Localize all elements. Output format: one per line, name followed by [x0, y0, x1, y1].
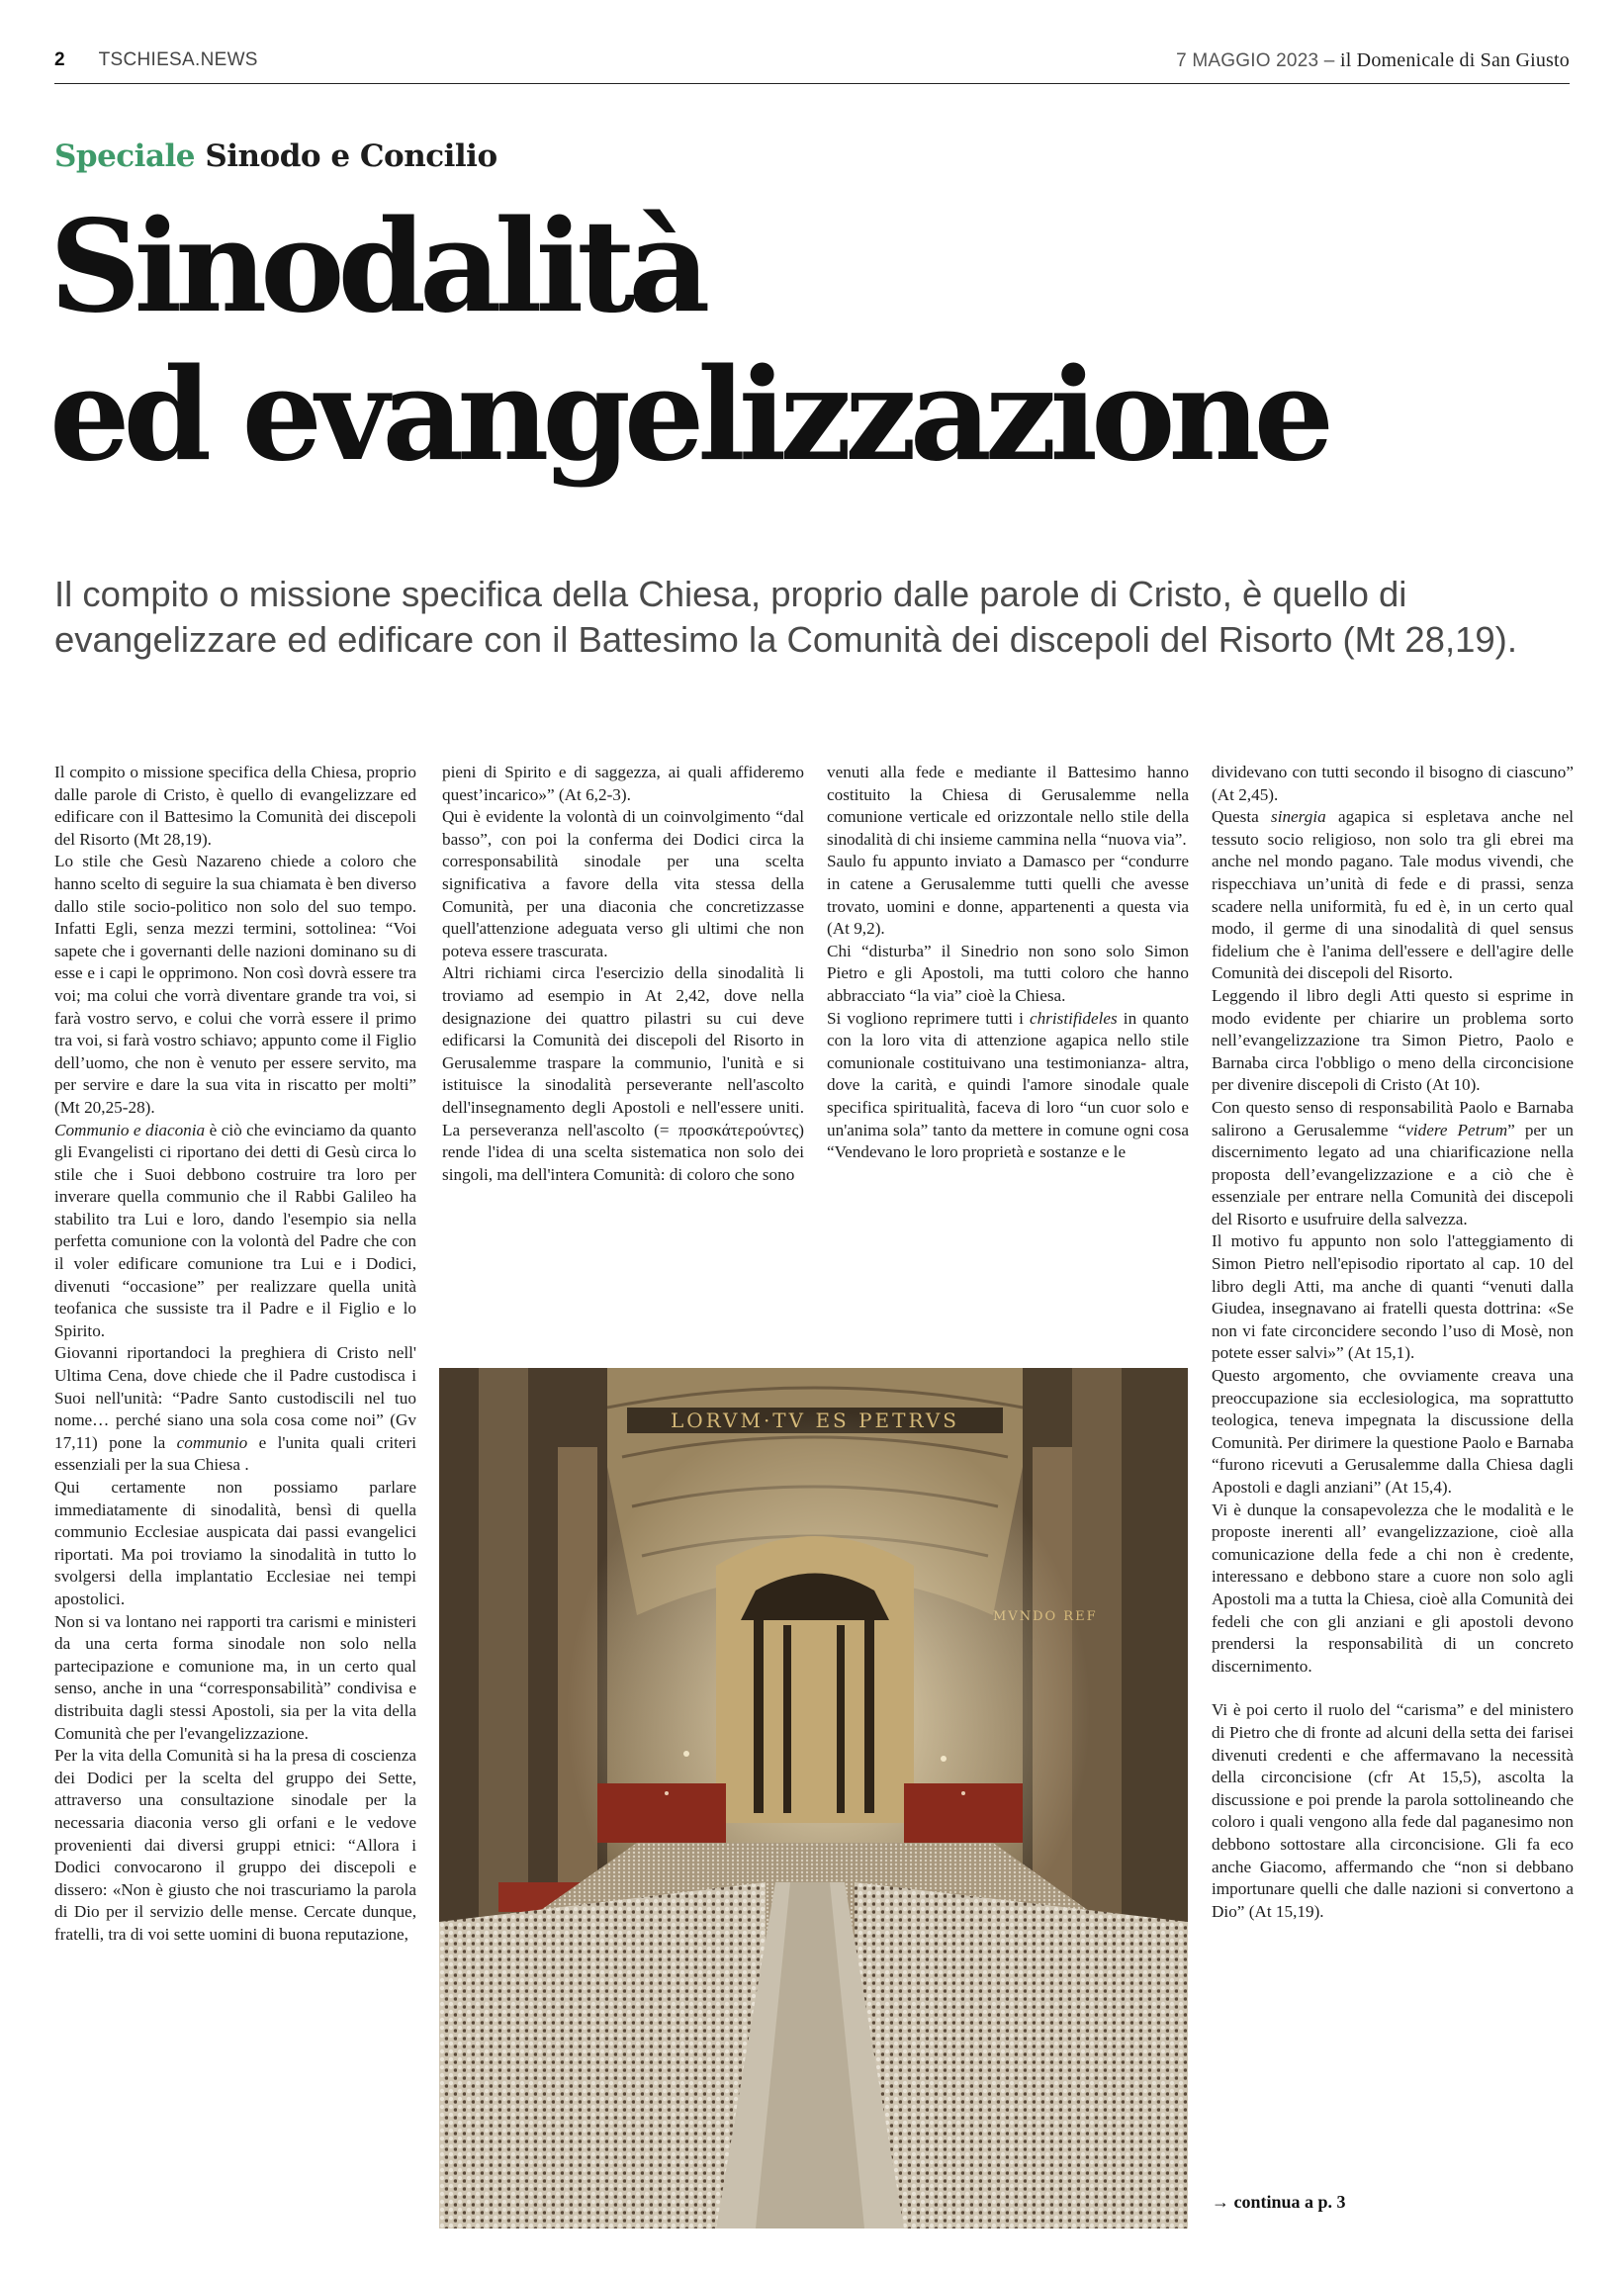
italic-term: videre Petrum [1405, 1120, 1508, 1139]
continue-link[interactable]: → continua a p. 3 [1212, 2192, 1346, 2212]
basilica-illustration [439, 1368, 1188, 2228]
paragraph: Altri richiami circa l'esercizio della sinodalità li troviamo ad esempio in At 2,42, dove nella designazione dei quattro pilastri su cui deve edificarsi la Comunità dei discepoli del Risorto in Gerusalemme traspare la communio, l'unità e si istituisce la sinodalità perseverante nell'ascolto dell'insegnamento degli Apostoli e nell'essere uniti. La perseveranza nell'ascolto (= προσκάτερούντες) rende l'idea di una scelta sistematica non solo dei singoli, ma dell'intera Comunità: di coloro che sono [442, 963, 804, 1184]
paragraph: Il compito o missione specifica della Chiesa, proprio dalle parole di Cristo, è quello di evangelizzare ed edificare con il Battesimo la Comunità dei discepoli del Risorto (Mt 28,19). [54, 763, 416, 849]
paragraph: Per la vita della Comunità si ha la presa di coscienza dei Dodici per la scelta del gruppo dei Sette, attraverso una consultazione sinodale per la necessaria diaconia verso gli orfani e le vedove provenienti dai diversi gruppi etnici: “Allora i Dodici convocarono il gruppo dei discepoli e dissero: «Non è giusto che noi trascuriamo la parola di Dio per il servizio delle mense. Cercate dunque, fratelli, tra di voi sette uomini di buona reputazione, [54, 1746, 416, 1944]
paragraph: Saulo fu appunto inviato a Damasco per “condurre in catene a Gerusalemme tutti quelli che avesse trovato, uomini e donne, appartenenti a questa via (At 9,2). [827, 852, 1189, 939]
article-column-2 [442, 762, 804, 1186]
paragraph: Communio e diaconia è ciò che evinciamo da quanto gli Evangelisti ci riportano dei detti di Gesù circa lo stile che i Suoi debbono costruire tra loro per inverare quella communio che il Rabbi Galileo ha stabilito tra Lui e loro, dando l'esempio sia nella perfetta comunione con la volontà del Padre che con il voler edificare comunione tra Lui e i Dodici, divenuti “occasione” per realizzare quella unità teofanica che sussiste tra il Padre e il Figlio e lo Spirito. [54, 1120, 416, 1340]
paragraph: Si vogliono reprimere tutti i christifideles in quanto con la loro vita di attenzione agapica nello stile comunionale costituivano una testimonianza- altra, dove la carità, e quindi l'amore sinodale quale specifica spiritualità, faceva di loro “un cuor solo e un'anima sola” tanto da mettere in comune ogni cosa “Vendevano le loro proprietà e sostanze e le [827, 1008, 1189, 1162]
basilica-council-photo [439, 1368, 1188, 2228]
paragraph: Il motivo fu appunto non solo l'atteggiamento di Simon Pietro nell'episodio riportato al cap. 10 del libro degli Atti, ma anche di quanti “venuti dalla Giudea, insegnavano ai fratelli questa dottrina: «Se non vi fate circoncidere secondo l’uso di Mosè, non potete esser salvi»” (At 15,1). [1212, 1231, 1574, 1363]
italic-term: christifideles [1029, 1008, 1118, 1028]
paragraph: venuti alla fede e mediante il Battesimo hanno costituito la Chiesa di Gerusalemme nella comunione verticale ed orizzontale nello stile della sinodalità di chi insieme cammina nella “nuova via”. [827, 763, 1189, 849]
italic-term: communio [176, 1432, 248, 1452]
article-column-4 [1212, 762, 1574, 1923]
article-headline [49, 193, 1327, 490]
paragraph: pieni di Spirito e di saggezza, ai quali affideremo quest’incarico»” (At 6,2-3). [442, 763, 804, 804]
paragraph: Con questo senso di responsabilità Paolo e Barnaba salirono a Gerusalemme “videre Petrum” per un discernimento legato ad una chiarificazione nella proposta dell’evangelizzazione e a ciò che è essenziale per entrare nella Comunità dei discepoli del Risorto e usufruire della salvezza. [1212, 1097, 1575, 1228]
page-header [54, 49, 1570, 84]
headline-line-1: Sinodalità [49, 193, 704, 341]
paragraph: Non si va lontano nei rapporti tra carismi e ministeri da una certa forma sinodale non solo nella partecipazione e comunione ma, in un certo qual senso, anche in una “corresponsabilità” condivisa e distribuita dagli stessi Apostoli, sia per la vita della Comunità che per l'evangelizzazione. [54, 1611, 416, 1743]
paragraph: Lo stile che Gesù Nazareno chiede a coloro che hanno scelto di seguire la sua chiamata è ben diverso dallo stile socio-politico non solo del suo tempo. Infatti Egli, senza mezzi termini, sottolinea: “Voi sapete che i governanti delle nazioni dominano su di esse e i capi le opprimono. Non così dovrà essere tra voi; ma colui che vorrà diventare grande tra voi, si farà vostro servo, e colui che vorrà essere il primo tra voi, si farà vostro schiavo; appunto come il Figlio dell’uomo, che non è venuto per essere servito, ma per servire e dare la sua vita in riscatto per molti” (Mt 20,25-28). [54, 852, 416, 1117]
headline-line-2: ed evangelizzazione [49, 341, 1327, 490]
paragraph: Giovanni riportandoci la preghiera di Cristo nell' Ultima Cena, dove chiede che il Padre custodisca i Suoi nell'unità: “Padre Santo custodiscili nel tuo nome… perché siano una sola cosa come noi” (Gv 17,11) pone la communio e l'unita quali criteri essenziali per la sua Chiesa . [54, 1343, 417, 1475]
article-column-3 [827, 762, 1189, 1164]
kicker-label: Speciale [54, 138, 196, 174]
site-name[interactable]: TSCHIESA.NEWS [98, 49, 258, 70]
issue-date: 7 MAGGIO 2023 – [1176, 50, 1335, 71]
paragraph-spacer [1212, 1678, 1574, 1699]
paragraph: Questa sinergia agapica si espletava anche nel tessuto socio religioso, non solo tra gli ebrei ma anche nel mondo pagano. Tale modus vivendi, che rispecchiava un’unità di fede e di prassi, senza scadere nella uniformità, fu ed è, in un certo qual modo, il germe di una sinodalità di quel sensus fidelium che è l'anima dell'essere e dell'agire delle Comunità dei discepoli del Risorto. [1212, 807, 1574, 983]
paragraph: Qui è evidente la volontà di un coinvolgimento “dal basso”, con poi la conferma dei Dodici circa la corresponsabilità sinodale per una scelta significativa a favore della vita stessa della Comunità, per una diaconia che concretizzasse quell'attenzione adeguata verso gli ultimi che non poteva essere trascurata. [442, 807, 804, 960]
page-number: 2 [54, 49, 65, 70]
issue-info [1176, 49, 1570, 72]
paragraph: Chi “disturba” il Sinedrio non sono solo Simon Pietro e gli Apostoli, ma tutti coloro che hanno abbracciato “la via” cioè la Chiesa. [827, 941, 1189, 1005]
paragraph: Vi è poi certo il ruolo del “carisma” e del ministero di Pietro che di fronte ad alcuni della setta dei farisei divenuti credenti e che affermavano la necessità della circoncisione (cfr At 15,5), ascolta la discussione e poi prende la parola sottolineando che coloro i quali vengono alla fede dal paganesimo non debbono sottostare alla circoncisione. Gli fa eco anche Giacomo, affermando che “non si debbano importunare quelli che dalle nazioni si convertono a Dio” (At 15,19). [1212, 1700, 1574, 1921]
paragraph: dividevano con tutti secondo il bisogno di ciascuno” (At 2,45). [1212, 763, 1574, 804]
article-lead: Il compito o missione specifica della Chiesa, proprio dalle parole di Cristo, è quello di evangelizzare ed edificare con il Battesimo la Comunità dei discepoli del Risorto (Mt 28,19). [54, 574, 1517, 660]
paragraph: Questo argomento, che ovviamente creava una preoccupazione sia ecclesiologica, ma soprattutto teologica, teneva impegnata la discussione della Comunità. Per dirimere la questione Paolo e Barnaba “furono ricevuti a Gerusalemme dalla Chiesa dagli Apostoli e dagli anziani” (At 15,4). [1212, 1366, 1574, 1497]
paragraph: Qui certamente non possiamo parlare immediatamente di sinodalità, bensì di quella communio Ecclesiae auspicata dai passi evangelici riportati. Ma poi troviamo la sinodalità in tutto lo svolgersi della implantatio Ecclesiae nei tempi apostolici. [54, 1478, 416, 1608]
paragraph: Vi è dunque la consapevolezza che le modalità e le proposte inerenti all’ evangelizzazione, cioè alla comunicazione della fede a chi non è credente, interessano e debbono stare a cuore non solo agli Apostoli ma a tutta la Chiesa, cioè alla Comunità dei fedeli che con gli anziani e gli apostoli devono prendersi la responsabilità di un concreto discernimento. [1212, 1500, 1574, 1676]
italic-term: sinergia [1271, 807, 1326, 827]
article-column-1 [54, 762, 416, 1946]
publication-name: il Domenicale di San Giusto [1339, 49, 1570, 71]
italic-term: Communio e diaconia [54, 1120, 206, 1139]
kicker-section: Sinodo e Concilio [205, 138, 497, 174]
paragraph: Leggendo il libro degli Atti questo si esprime in modo evidente per chiarire un problema sorto nell’evangelizzazione tra Simon Pietro, Paolo e Barnaba circa l'obbligo o meno della circoncisione per divenire discepoli di Cristo (At 10). [1212, 985, 1574, 1095]
section-kicker [54, 138, 497, 174]
